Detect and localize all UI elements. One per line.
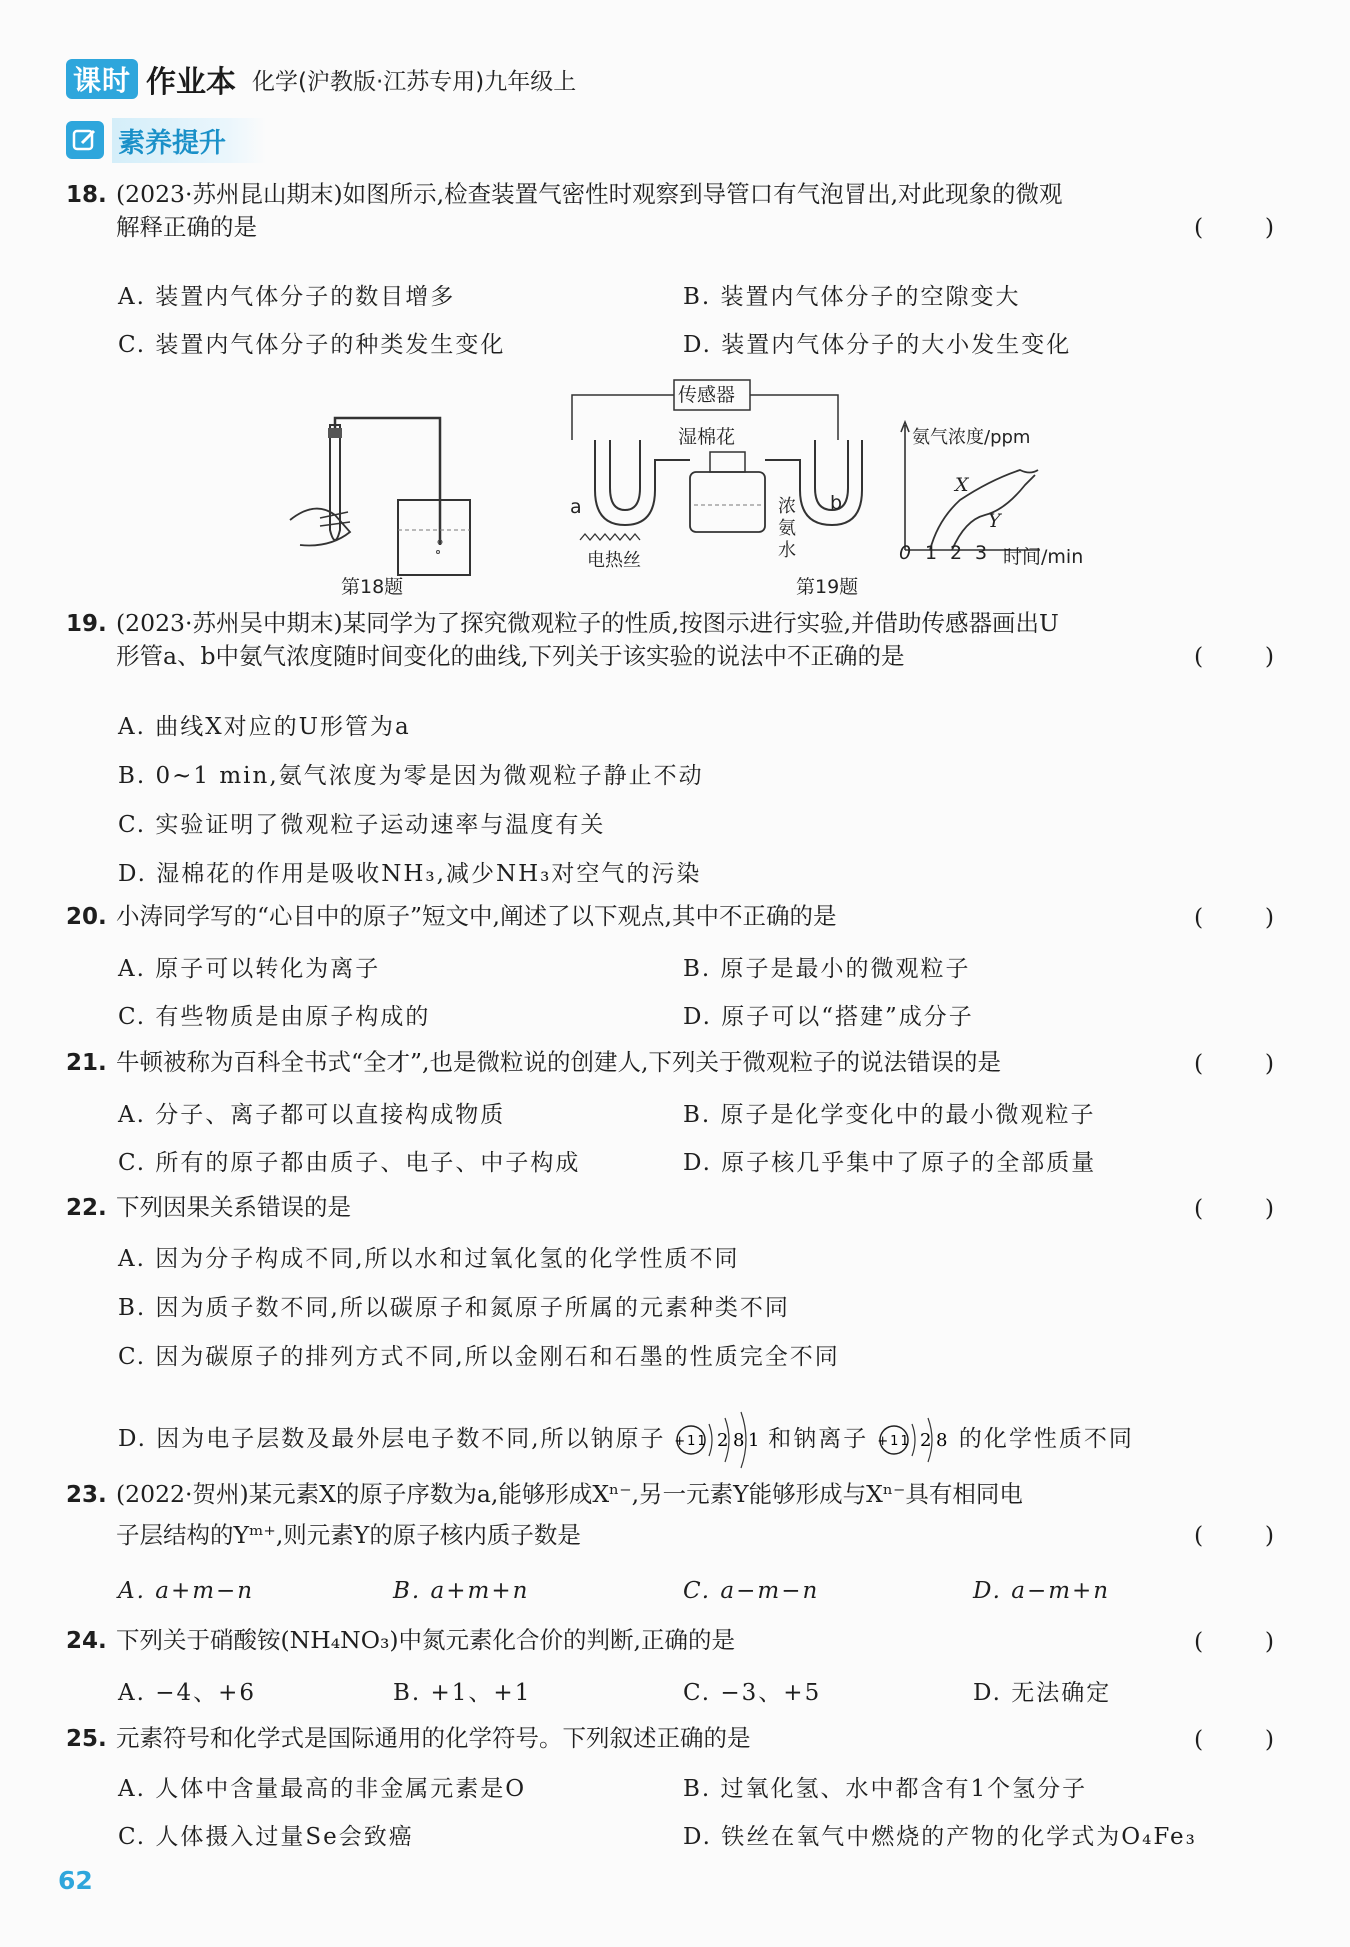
question-20: 20. 小涛同学写的“心目中的原子”短文中,阐述了以下观点,其中不正确的是 ( ) [66,902,1274,931]
question-19: 19. (2023·苏州吴中期末)某同学为了探究微观粒子的性质,按图示进行实验,并借助传感器画出U 形管a、b中氨气浓度随时间变化的曲线,下列关于该实验的说法中不正确的是 ( ) [66,609,1274,670]
question-25: 25. 元素符号和化学式是国际通用的化学符号。下列叙述正确的是 ( ) [66,1724,1274,1753]
option-b[interactable]: B. 0~1 min,氨气浓度为零是因为微观粒子静止不动 [118,763,704,789]
option-c[interactable]: C. 实验证明了微观粒子运动速率与温度有关 [118,812,606,838]
option-a[interactable]: A. 曲线X对应的U形管为a [118,714,411,740]
svg-text:8: 8 [732,1430,747,1451]
book-logo: 课时 [66,59,138,99]
tick-2: 2 [950,542,963,564]
curve-x-label: X [955,474,969,496]
svg-text:2: 2 [919,1430,933,1451]
option-c[interactable]: C. 装置内气体分子的种类发生变化 [118,332,506,358]
ammonia-label-3: 水 [778,540,796,561]
option-b[interactable]: B. 装置内气体分子的空隙变大 [683,284,1021,310]
answer-blank[interactable]: ( ) [1194,903,1274,931]
figure-19 [570,380,870,570]
svg-text:+11: +11 [876,1434,911,1449]
option-d[interactable]: D. a−m+n [973,1578,1111,1604]
question-number: 18. [66,182,107,208]
option-a[interactable]: A. −4、+6 [118,1680,257,1706]
question-stem-cont: 解释正确的是 [116,213,257,241]
option-c[interactable]: C. −3、+5 [683,1680,822,1706]
book-subject: 化学(沪教版·江苏专用)九年级上 [252,68,577,95]
tick-0: 0 [899,542,912,564]
question-18 [66,178,1274,243]
option-a[interactable]: A. a+m−n [118,1578,255,1604]
option-a[interactable]: A. 装置内气体分子的数目增多 [118,284,456,310]
x-axis-label: 时间/min [1003,546,1084,568]
sodium-atom-diagram [674,1410,762,1470]
book-title: 作业本 [146,65,237,100]
option-c[interactable]: C. 所有的原子都由质子、电子、中子构成 [118,1150,581,1176]
heating-wire-label: 电热丝 [587,550,641,571]
ammonia-label-1: 浓 [778,496,796,517]
option-d[interactable]: D. 原子可以“搭建”成分子 [683,1004,974,1030]
option-b[interactable]: B. 原子是化学变化中的最小微观粒子 [683,1102,1096,1128]
tube-b-label: b [830,492,843,514]
option-b[interactable]: B. +1、+1 [393,1680,532,1706]
answer-blank[interactable]: ( ) [1194,642,1274,670]
y-axis-label: 氨气浓度/ppm [912,427,1031,448]
option-d[interactable]: D. 无法确定 [973,1680,1112,1706]
option-d[interactable]: D. 铁丝在氧气中燃烧的产物的化学式为O₄Fe₃ [683,1824,1197,1850]
answer-blank[interactable]: ( ) [1194,1194,1274,1222]
header [66,58,576,100]
answer-blank[interactable]: ( ) [1194,1627,1274,1655]
ammonia-label-2: 氨 [778,518,796,539]
tick-3: 3 [975,542,988,564]
option-c[interactable]: C. 有些物质是由原子构成的 [118,1004,431,1030]
answer-blank[interactable]: ( ) [1194,1521,1274,1549]
option-b[interactable]: B. 因为质子数不同,所以碳原子和氮原子所属的元素种类不同 [118,1295,790,1321]
section-title: 素养提升 [112,118,266,163]
option-a[interactable]: A. 原子可以转化为离子 [118,956,381,982]
question-23: 23. (2022·贺州)某元素X的原子序数为a,能够形成Xⁿ⁻,另一元素Y能够形成与Xⁿ⁻具有相同电 子层结构的Yᵐ⁺,则元素Y的原子核内质子数是 ( ) [66,1480,1274,1549]
option-b[interactable]: B. a+m+n [393,1578,530,1604]
figure-19-caption: 第19题 [796,576,859,598]
question-21: 21. 牛顿被称为百科全书式“全才”,也是微粒说的创建人,下列关于微观粒子的说法错误的是 ( ) [66,1048,1274,1077]
tube-a-label: a [570,496,582,518]
sensor-label: 传感器 [678,384,736,406]
question-stem: (2023·苏州昆山期末)如图所示,检查装置气密性时观察到导管口有气泡冒出,对此现象的微观 [116,180,1063,208]
figure-18-caption: 第18题 [341,576,404,598]
sodium-ion-diagram [878,1410,950,1470]
option-d[interactable]: D. 装置内气体分子的大小发生变化 [683,332,1072,358]
svg-text:8: 8 [935,1430,949,1451]
tick-1: 1 [925,542,938,564]
option-b[interactable]: B. 原子是最小的微观粒子 [683,956,971,982]
curve-y-label: Y [988,510,1001,532]
answer-blank[interactable]: ( ) [1194,1725,1274,1753]
option-a[interactable]: A. 人体中含量最高的非金属元素是O [118,1776,527,1802]
question-24: 24. 下列关于硝酸铵(NH₄NO₃)中氮元素化合价的判断,正确的是 ( ) [66,1626,1274,1655]
section-header [66,118,266,162]
option-c[interactable]: C. a−m−n [683,1578,820,1604]
page-number: 62 [58,1866,93,1895]
pencil-icon [66,121,104,159]
option-c[interactable]: C. 因为碳原子的排列方式不同,所以金刚石和石墨的性质完全不同 [118,1344,840,1370]
answer-blank[interactable]: ( ) [1194,1049,1274,1077]
svg-text:1: 1 [747,1430,762,1451]
question-22: 22. 下列因果关系错误的是 ( ) [66,1193,1274,1222]
option-c[interactable]: C. 人体摄入过量Se会致癌 [118,1824,414,1850]
svg-text:2: 2 [716,1430,731,1451]
option-d[interactable]: D. 湿棉花的作用是吸收NH₃,减少NH₃对空气的污染 [118,861,702,887]
option-a[interactable]: A. 分子、离子都可以直接构成物质 [118,1102,506,1128]
wet-cotton-label: 湿棉花 [678,426,736,448]
answer-blank[interactable]: ( ) [1194,213,1274,241]
figure-18 [290,420,450,580]
option-a[interactable]: A. 因为分子构成不同,所以水和过氧化氢的化学性质不同 [118,1246,740,1272]
option-d[interactable]: D. 因为电子层数及最外层电子数不同,所以钠原子 +11 2 8 1 和钠离子 +11 2 8 的化学性质不同 [118,1410,1134,1470]
option-d[interactable]: D. 原子核几乎集中了原子的全部质量 [683,1150,1097,1176]
option-b[interactable]: B. 过氧化氢、水中都含有1个氢分子 [683,1776,1088,1802]
svg-text:+11: +11 [674,1434,708,1449]
